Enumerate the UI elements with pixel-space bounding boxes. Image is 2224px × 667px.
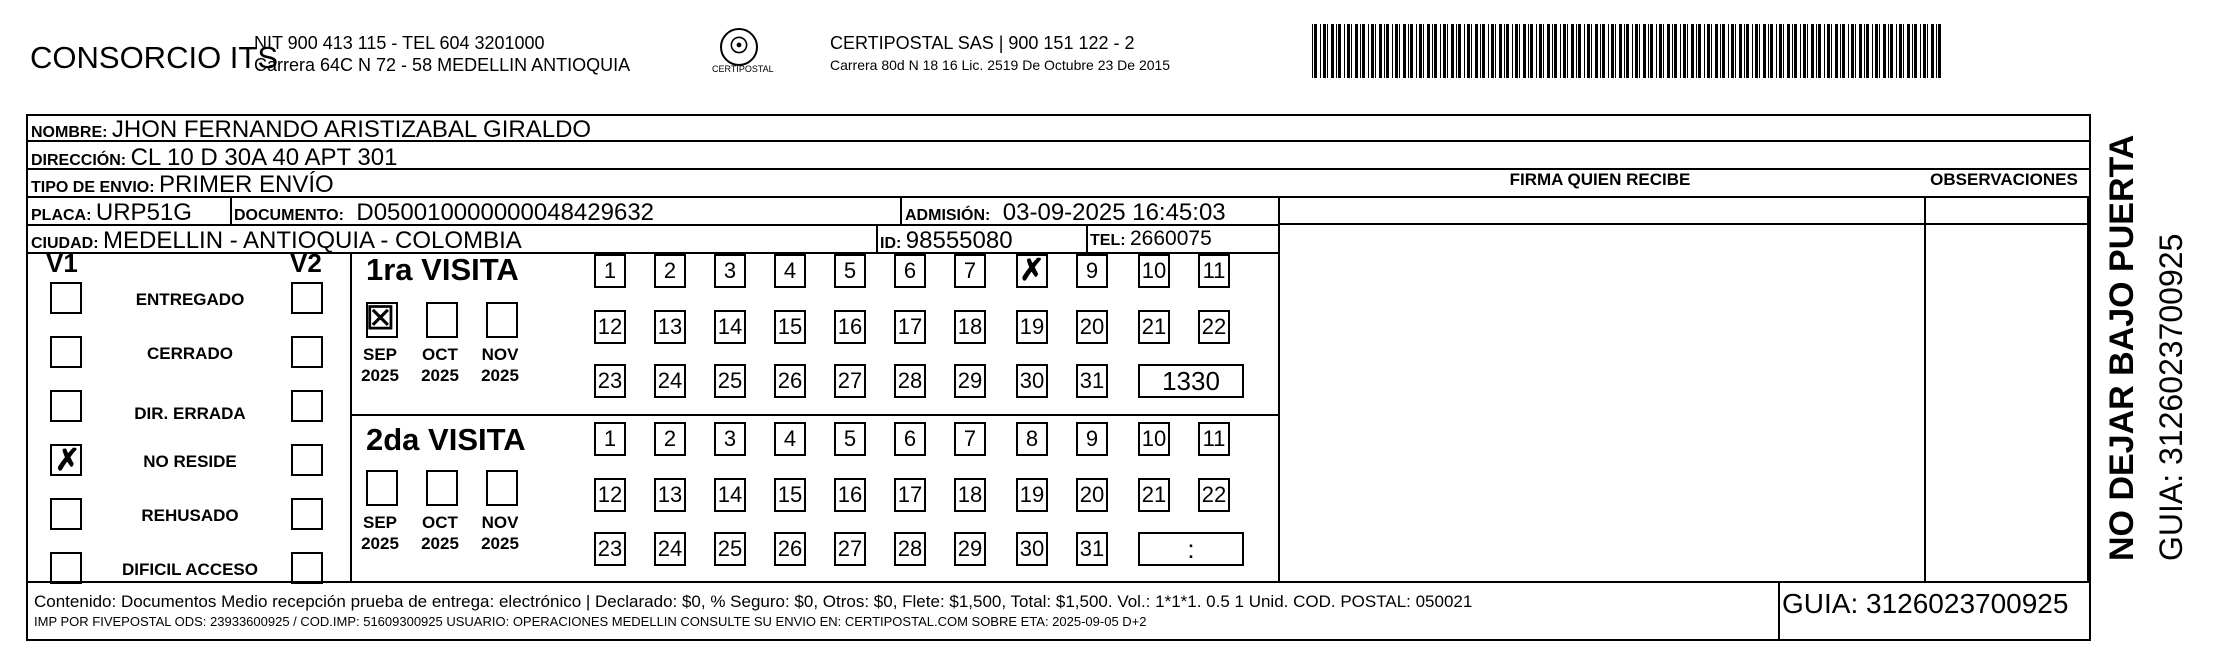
visit2-day-3[interactable]: 3 <box>714 422 746 456</box>
visit2-day-28[interactable]: 28 <box>894 532 926 566</box>
visit1-day-26[interactable]: 26 <box>774 364 806 398</box>
documento-field <box>234 199 654 227</box>
nombre-value: JHON FERNANDO ARISTIZABAL GIRALDO <box>111 116 592 143</box>
ciudad-value: MEDELLIN - ANTIOQUIA - COLOMBIA <box>103 227 522 254</box>
placa-value: URP51G <box>95 199 192 226</box>
visit2-day-18[interactable]: 18 <box>954 478 986 512</box>
observaciones-header: OBSERVACIONES <box>1930 170 2078 189</box>
visit1-day-9[interactable]: 9 <box>1076 254 1108 288</box>
no-dejar-warning: NO DEJAR BAJO PUERTA <box>2103 134 2141 561</box>
v1-checkbox-2[interactable] <box>50 390 82 422</box>
carrier-info <box>830 32 1170 76</box>
visit1-day-15[interactable]: 15 <box>774 310 806 344</box>
ciudad-label: CIUDAD: <box>31 235 99 252</box>
v2-checkbox-3[interactable] <box>291 444 323 476</box>
v1-checkbox-5[interactable] <box>50 552 82 584</box>
documento-value: D050010000000048429632 <box>356 199 655 226</box>
admision-value: 03-09-2025 16:45:03 <box>1002 199 1226 226</box>
shipping-form <box>26 114 2091 641</box>
status-label-5: DIFICIL ACCESO <box>121 560 258 579</box>
visit2-day-15[interactable]: 15 <box>774 478 806 512</box>
visit1-day-13[interactable]: 13 <box>654 310 686 344</box>
visit1-year-label-1: 2025 <box>421 366 459 385</box>
visit1-day-4[interactable]: 4 <box>774 254 806 288</box>
visit2-month-box-0[interactable] <box>366 470 398 506</box>
tel-value: 2660075 <box>1130 227 1212 250</box>
visit2-day-19[interactable]: 19 <box>1016 478 1048 512</box>
visit2-month-label-0: SEP <box>362 513 398 532</box>
direccion-label: DIRECCIÓN: <box>31 152 127 169</box>
visit2-day-26[interactable]: 26 <box>774 532 806 566</box>
visit2-year-label-1: 2025 <box>421 534 459 553</box>
footer-print-info: IMP POR FIVEPOSTAL ODS: 23933600925 / COD.IMP: 51609300925 USUARIO: OPERACIONES MEDELLIN CONSULTE SU ENVIO EN: CERTIPOSTAL.COM SOBRE ETA: 2025-09-05 D+2 <box>34 614 1147 629</box>
firma-header: FIRMA QUIEN RECIBE <box>1509 170 1691 189</box>
visit1-day-12[interactable]: 12 <box>594 310 626 344</box>
visit1-day-1[interactable]: 1 <box>594 254 626 288</box>
visit1-day-20[interactable]: 20 <box>1076 310 1108 344</box>
tel-field <box>1090 227 1212 251</box>
visit2-day-16[interactable]: 16 <box>834 478 866 512</box>
visit2-day-2[interactable]: 2 <box>654 422 686 456</box>
v1-checkbox-0[interactable] <box>50 282 82 314</box>
visit1-day-7[interactable]: 7 <box>954 254 986 288</box>
direccion-row <box>31 144 397 172</box>
placa-label: PLACA: <box>31 207 92 224</box>
visit1-day-14[interactable]: 14 <box>714 310 746 344</box>
visit2-day-23[interactable]: 23 <box>594 532 626 566</box>
status-label-2: DIR. ERRADA <box>134 404 246 423</box>
visit2-time-box[interactable]: : <box>1138 532 1244 566</box>
visit1-day-24[interactable]: 24 <box>654 364 686 398</box>
visit1-day-29[interactable]: 29 <box>954 364 986 398</box>
visit2-month-box-2[interactable] <box>486 470 518 506</box>
barcode-icon <box>1312 24 1942 78</box>
id-value: 98555080 <box>905 227 1013 254</box>
guia-number: GUIA: 3126023700925 <box>1782 588 2069 619</box>
visit2-year-label-2: 2025 <box>481 534 519 553</box>
v2-header: V2 <box>290 248 322 278</box>
visit2-title: 2da VISITA <box>366 422 526 457</box>
visit1-day-16[interactable]: 16 <box>834 310 866 344</box>
certipostal-logo-icon: ☉ <box>720 28 758 66</box>
visit1-year-label-2: 2025 <box>481 366 519 385</box>
visit2-day-17[interactable]: 17 <box>894 478 926 512</box>
visit2-month-box-1[interactable] <box>426 470 458 506</box>
visit1-day-22[interactable]: 22 <box>1198 310 1230 344</box>
status-label-1: CERRADO <box>147 344 233 363</box>
footer-content: Contenido: Documentos Medio recepción prueba de entrega: electrónico | Declarado: $0, % Seguro: $0, Otros: $0, Flete: $1,500, Total: $1,500. Vol.: 1*1*1. 0.5 1 Unid. COD. POSTAL: 050021 <box>34 592 1473 611</box>
visit1-day-2[interactable]: 2 <box>654 254 686 288</box>
visit1-day-3[interactable]: 3 <box>714 254 746 288</box>
v2-checkbox-1[interactable] <box>291 336 323 368</box>
visit1-day-27[interactable]: 27 <box>834 364 866 398</box>
visit1-month-label-0: SEP <box>362 345 398 364</box>
tipo-row <box>31 171 334 199</box>
carrier-name: CERTIPOSTAL SAS | 900 151 122 - 2 <box>830 33 1135 53</box>
visit2-day-11[interactable]: 11 <box>1198 422 1230 456</box>
visit2-day-8[interactable]: 8 <box>1016 422 1048 456</box>
visit2-day-5[interactable]: 5 <box>834 422 866 456</box>
visit2-day-24[interactable]: 24 <box>654 532 686 566</box>
nombre-row <box>31 116 591 144</box>
visit1-month-label-2: NOV <box>481 345 519 364</box>
status-label-3: NO RESIDE <box>143 452 237 471</box>
id-field <box>880 227 1013 255</box>
status-label-0: ENTREGADO <box>135 290 245 309</box>
visit1-day-30[interactable]: 30 <box>1016 364 1048 398</box>
visit1-month-box-0[interactable] <box>366 302 398 338</box>
nombre-label: NOMBRE: <box>31 124 108 141</box>
visit2-day-25[interactable]: 25 <box>714 532 746 566</box>
visit1-day-5[interactable]: 5 <box>834 254 866 288</box>
visit1-month-box-1[interactable] <box>426 302 458 338</box>
visit1-title: 1ra VISITA <box>366 252 519 287</box>
visit1-day-28[interactable]: 28 <box>894 364 926 398</box>
id-label: ID: <box>880 235 902 252</box>
visit2-day-4[interactable]: 4 <box>774 422 806 456</box>
visit2-day-29[interactable]: 29 <box>954 532 986 566</box>
visit2-month-label-2: NOV <box>481 513 519 532</box>
direccion-value: CL 10 D 30A 40 APT 301 <box>130 144 398 171</box>
v1-checkbox-4[interactable] <box>50 498 82 530</box>
status-label-4: REHUSADO <box>141 506 239 525</box>
visit1-year-label-0: 2025 <box>361 366 399 385</box>
visit2-day-1[interactable]: 1 <box>594 422 626 456</box>
visit1-day-21[interactable]: 21 <box>1138 310 1170 344</box>
tipo-label: TIPO DE ENVIO: <box>31 179 155 196</box>
visit2-day-20[interactable]: 20 <box>1076 478 1108 512</box>
placa-field <box>31 199 192 227</box>
company-nit: NIT 900 413 115 - TEL 604 3201000 <box>254 33 545 53</box>
logo-caption: CERTIPOSTAL <box>712 64 774 74</box>
visit1-month-box-2[interactable] <box>486 302 518 338</box>
visit2-day-14[interactable]: 14 <box>714 478 746 512</box>
visit1-day-18[interactable]: 18 <box>954 310 986 344</box>
visit2-day-10[interactable]: 10 <box>1138 422 1170 456</box>
visit2-day-12[interactable]: 12 <box>594 478 626 512</box>
visit2-day-6[interactable]: 6 <box>894 422 926 456</box>
visit2-day-27[interactable]: 27 <box>834 532 866 566</box>
visit1-day-11[interactable]: 11 <box>1198 254 1230 288</box>
visit1-day-8[interactable]: ✗ <box>1016 254 1048 288</box>
documento-label: DOCUMENTO: <box>234 207 344 224</box>
visit2-day-31[interactable]: 31 <box>1076 532 1108 566</box>
visit1-day-31[interactable]: 31 <box>1076 364 1108 398</box>
visit1-day-17[interactable]: 17 <box>894 310 926 344</box>
v1-checkbox-3[interactable] <box>50 444 82 476</box>
visit2-day-9[interactable]: 9 <box>1076 422 1108 456</box>
v2-checkbox-4[interactable] <box>291 498 323 530</box>
visit2-year-label-0: 2025 <box>361 534 399 553</box>
visit1-day-10[interactable]: 10 <box>1138 254 1170 288</box>
v2-checkbox-5[interactable] <box>291 552 323 584</box>
carrier-address: Carrera 80d N 18 16 Lic. 2519 De Octubre 23 De 2015 <box>830 57 1171 73</box>
side-guia: GUIA: 3126023700925 <box>2153 233 2189 561</box>
visit2-day-22[interactable]: 22 <box>1198 478 1230 512</box>
ciudad-field <box>31 227 522 255</box>
admision-field <box>905 199 1226 227</box>
checked-mark-icon: ✗ <box>55 444 81 477</box>
side-panel <box>2097 105 2217 561</box>
v1-header: V1 <box>46 248 78 278</box>
visit2-month-label-1: OCT <box>422 513 458 532</box>
visit1-day-6[interactable]: 6 <box>894 254 926 288</box>
v1-checkbox-1[interactable] <box>50 336 82 368</box>
company-address: Carrera 64C N 72 - 58 MEDELLIN ANTIOQUIA <box>254 55 631 75</box>
visit1-day-23[interactable]: 23 <box>594 364 626 398</box>
v2-checkbox-0[interactable] <box>291 282 323 314</box>
visit2-day-7[interactable]: 7 <box>954 422 986 456</box>
visit2-day-30[interactable]: 30 <box>1016 532 1048 566</box>
visit1-month-label-1: OCT <box>422 345 458 364</box>
visit1-day-25[interactable]: 25 <box>714 364 746 398</box>
visit2-day-13[interactable]: 13 <box>654 478 686 512</box>
visit1-day-19[interactable]: 19 <box>1016 310 1048 344</box>
company-name: CONSORCIO ITS <box>30 40 279 75</box>
tipo-value: PRIMER ENVÍO <box>159 171 334 198</box>
visit1-time-box[interactable]: 1330 <box>1138 364 1244 398</box>
checked-mark-icon: ☒ <box>366 300 395 336</box>
company-info <box>254 32 630 76</box>
visit2-day-21[interactable]: 21 <box>1138 478 1170 512</box>
admision-label: ADMISIÓN: <box>905 207 991 224</box>
v2-checkbox-2[interactable] <box>291 390 323 422</box>
tel-label: TEL: <box>1090 232 1126 249</box>
